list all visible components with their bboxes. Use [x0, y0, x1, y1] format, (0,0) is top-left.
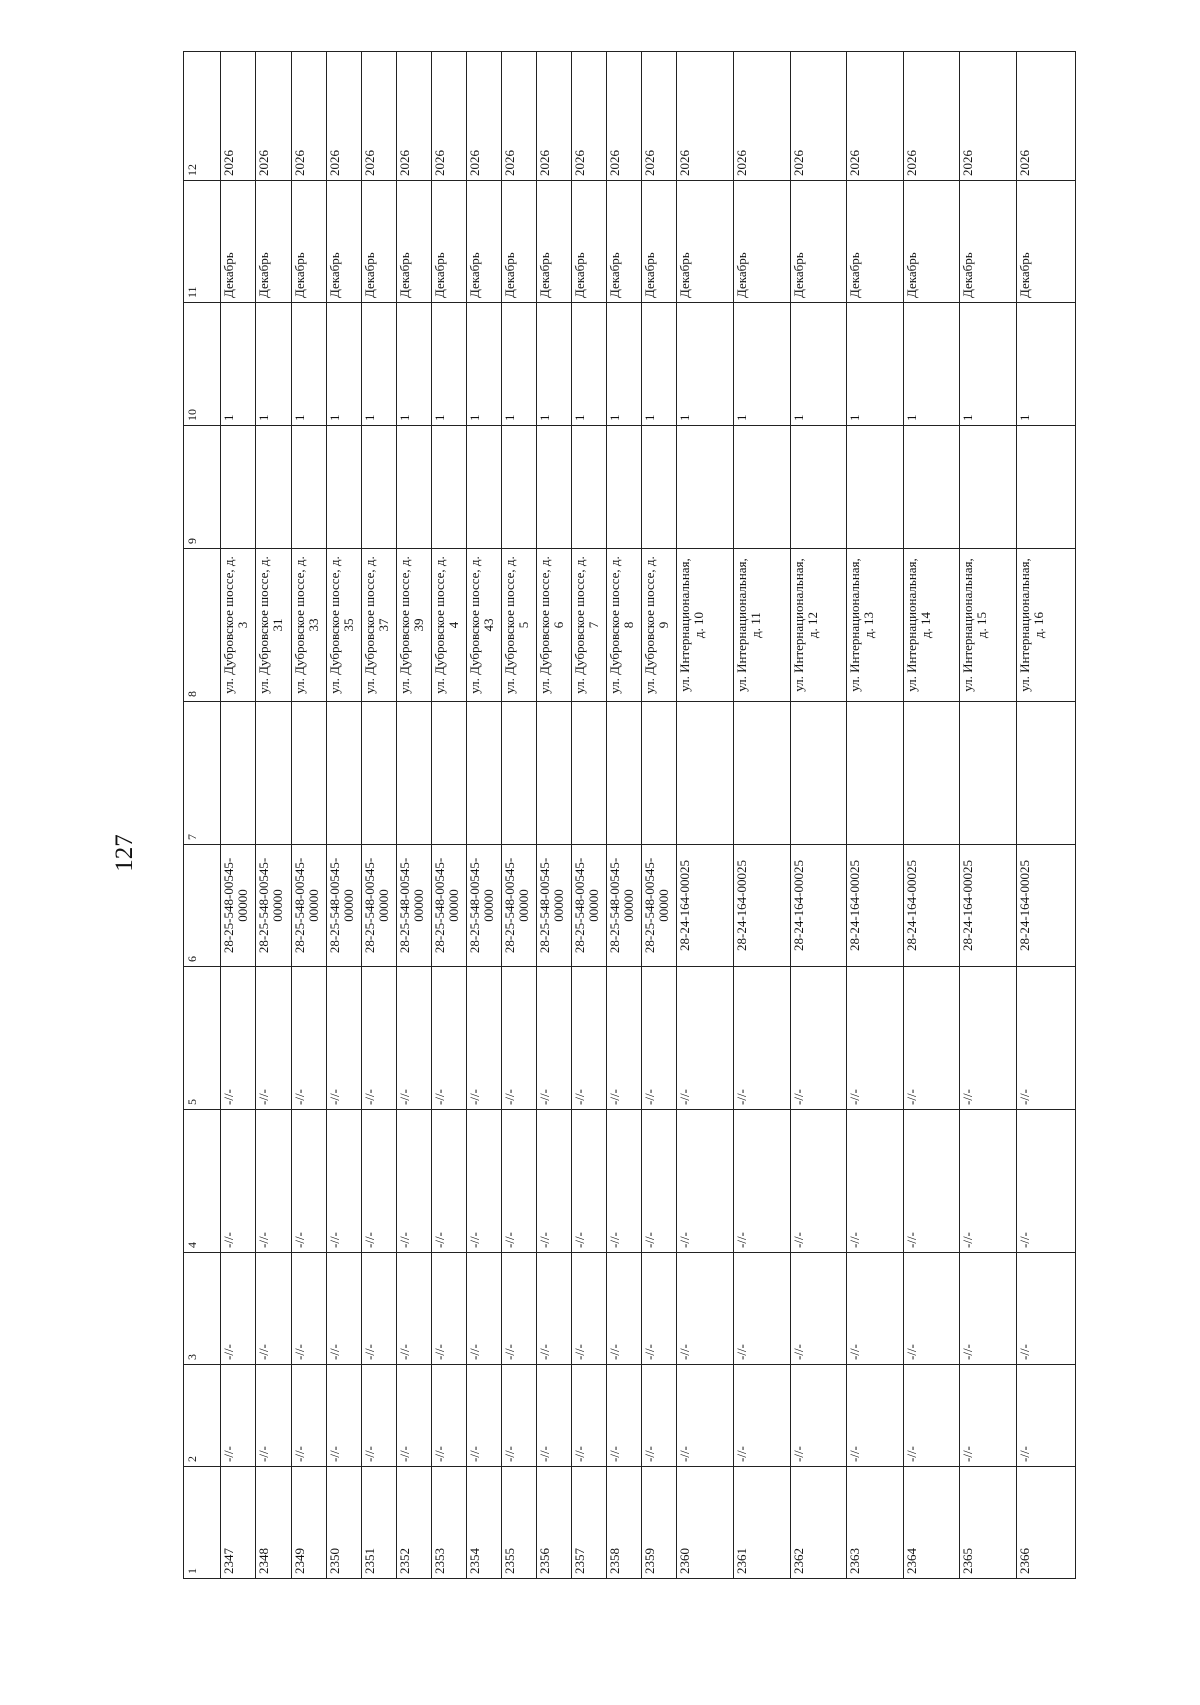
- month-cell: Декабрь: [677, 181, 734, 303]
- ditto-cell: -//-: [572, 1365, 607, 1467]
- quantity-cell: 1: [221, 303, 256, 426]
- row-number: 2354: [466, 1467, 501, 1579]
- quantity-cell: 1: [677, 303, 734, 426]
- empty-cell: [733, 426, 790, 549]
- ditto-cell: -//-: [572, 1253, 607, 1365]
- empty-cell: [256, 702, 291, 845]
- ditto-cell: -//-: [903, 1253, 960, 1365]
- table-row: [677, 52, 734, 1579]
- oktmo-code: 28-25-548-00545-00000: [607, 845, 642, 967]
- row-number: 2358: [607, 1467, 642, 1579]
- empty-cell: [903, 426, 960, 549]
- ditto-cell: -//-: [291, 1365, 326, 1467]
- empty-cell: [326, 426, 361, 549]
- address-cell: ул. Дубровское шоссе, д. 31: [256, 549, 291, 702]
- column-number: 10: [184, 303, 221, 426]
- address-cell: ул. Интернациональная, д. 11: [733, 549, 790, 702]
- row-number: 2349: [291, 1467, 326, 1579]
- oktmo-code: 28-25-548-00545-00000: [537, 845, 572, 967]
- quantity-cell: 1: [431, 303, 466, 426]
- quantity-cell: 1: [790, 303, 847, 426]
- quantity-cell: 1: [396, 303, 431, 426]
- ditto-cell: -//-: [501, 1253, 536, 1365]
- ditto-cell: -//-: [1016, 1365, 1075, 1467]
- month-cell: Декабрь: [572, 181, 607, 303]
- oktmo-code: 28-25-548-00545-00000: [361, 845, 396, 967]
- oktmo-code: 28-25-548-00545-00000: [256, 845, 291, 967]
- month-cell: Декабрь: [291, 181, 326, 303]
- oktmo-code: 28-24-164-00025: [960, 845, 1017, 967]
- year-cell: 2026: [256, 52, 291, 181]
- oktmo-code: 28-24-164-00025: [903, 845, 960, 967]
- ditto-cell: -//-: [221, 1110, 256, 1253]
- month-cell: Декабрь: [396, 181, 431, 303]
- empty-cell: [537, 426, 572, 549]
- ditto-cell: -//-: [537, 1253, 572, 1365]
- column-number: 3: [184, 1253, 221, 1365]
- empty-cell: [537, 702, 572, 845]
- quantity-cell: 1: [1016, 303, 1075, 426]
- row-number: 2365: [960, 1467, 1017, 1579]
- empty-cell: [431, 702, 466, 845]
- empty-cell: [960, 702, 1017, 845]
- quantity-cell: 1: [572, 303, 607, 426]
- ditto-cell: -//-: [326, 1365, 361, 1467]
- ditto-cell: -//-: [1016, 967, 1075, 1110]
- oktmo-code: 28-24-164-00025: [677, 845, 734, 967]
- empty-cell: [572, 426, 607, 549]
- oktmo-code: 28-25-548-00545-00000: [572, 845, 607, 967]
- register-table: [183, 51, 1076, 1579]
- ditto-cell: -//-: [960, 1110, 1017, 1253]
- ditto-cell: -//-: [572, 967, 607, 1110]
- oktmo-code: 28-25-548-00545-00000: [501, 845, 536, 967]
- empty-cell: [396, 702, 431, 845]
- table-row: [396, 52, 431, 1579]
- row-number: 2350: [326, 1467, 361, 1579]
- quantity-cell: 1: [847, 303, 904, 426]
- year-cell: 2026: [431, 52, 466, 181]
- ditto-cell: -//-: [607, 1110, 642, 1253]
- quantity-cell: 1: [537, 303, 572, 426]
- oktmo-code: 28-25-548-00545-00000: [221, 845, 256, 967]
- quantity-cell: 1: [607, 303, 642, 426]
- address-cell: ул. Дубровское шоссе, д. 4: [431, 549, 466, 702]
- month-cell: Декабрь: [847, 181, 904, 303]
- quantity-cell: 1: [733, 303, 790, 426]
- ditto-cell: -//-: [1016, 1253, 1075, 1365]
- year-cell: 2026: [572, 52, 607, 181]
- year-cell: 2026: [960, 52, 1017, 181]
- ditto-cell: -//-: [642, 1253, 677, 1365]
- quantity-cell: 1: [642, 303, 677, 426]
- year-cell: 2026: [790, 52, 847, 181]
- empty-cell: [607, 426, 642, 549]
- ditto-cell: -//-: [396, 967, 431, 1110]
- table-row: [326, 52, 361, 1579]
- month-cell: Декабрь: [642, 181, 677, 303]
- empty-cell: [1016, 702, 1075, 845]
- address-cell: ул. Интернациональная, д. 10: [677, 549, 734, 702]
- address-cell: ул. Интернациональная, д. 16: [1016, 549, 1075, 702]
- year-cell: 2026: [903, 52, 960, 181]
- table-row: [501, 52, 536, 1579]
- oktmo-code: 28-25-548-00545-00000: [291, 845, 326, 967]
- row-number: 2347: [221, 1467, 256, 1579]
- empty-cell: [291, 426, 326, 549]
- empty-cell: [501, 702, 536, 845]
- empty-cell: [361, 426, 396, 549]
- table-row: [960, 52, 1017, 1579]
- month-cell: Декабрь: [733, 181, 790, 303]
- year-cell: 2026: [326, 52, 361, 181]
- address-cell: ул. Дубровское шоссе, д. 35: [326, 549, 361, 702]
- empty-cell: [960, 426, 1017, 549]
- empty-cell: [466, 702, 501, 845]
- ditto-cell: -//-: [607, 1365, 642, 1467]
- column-number: 2: [184, 1365, 221, 1467]
- ditto-cell: -//-: [847, 967, 904, 1110]
- ditto-cell: -//-: [677, 967, 734, 1110]
- month-cell: Декабрь: [221, 181, 256, 303]
- year-cell: 2026: [396, 52, 431, 181]
- address-cell: ул. Интернациональная, д. 13: [847, 549, 904, 702]
- address-cell: ул. Интернациональная, д. 14: [903, 549, 960, 702]
- month-cell: Декабрь: [501, 181, 536, 303]
- row-number: 2359: [642, 1467, 677, 1579]
- address-cell: ул. Дубровское шоссе, д. 37: [361, 549, 396, 702]
- table-row: [256, 52, 291, 1579]
- row-number: 2351: [361, 1467, 396, 1579]
- ditto-cell: -//-: [221, 967, 256, 1110]
- row-number: 2357: [572, 1467, 607, 1579]
- table-row: [607, 52, 642, 1579]
- month-cell: Декабрь: [903, 181, 960, 303]
- quantity-cell: 1: [256, 303, 291, 426]
- ditto-cell: -//-: [642, 1110, 677, 1253]
- address-cell: ул. Интернациональная, д. 12: [790, 549, 847, 702]
- ditto-cell: -//-: [537, 967, 572, 1110]
- quantity-cell: 1: [960, 303, 1017, 426]
- ditto-cell: -//-: [256, 1253, 291, 1365]
- address-cell: ул. Дубровское шоссе, д. 9: [642, 549, 677, 702]
- ditto-cell: -//-: [903, 967, 960, 1110]
- address-cell: ул. Дубровское шоссе, д. 33: [291, 549, 326, 702]
- quantity-cell: 1: [466, 303, 501, 426]
- ditto-cell: -//-: [466, 967, 501, 1110]
- ditto-cell: -//-: [790, 1365, 847, 1467]
- ditto-cell: -//-: [960, 1253, 1017, 1365]
- year-cell: 2026: [733, 52, 790, 181]
- oktmo-code: 28-25-548-00545-00000: [642, 845, 677, 967]
- column-number: 6: [184, 845, 221, 967]
- table-row: [642, 52, 677, 1579]
- ditto-cell: -//-: [733, 1110, 790, 1253]
- column-number: 12: [184, 52, 221, 181]
- empty-cell: [221, 426, 256, 549]
- ditto-cell: -//-: [361, 1253, 396, 1365]
- empty-cell: [607, 702, 642, 845]
- ditto-cell: -//-: [431, 1365, 466, 1467]
- row-number: 2360: [677, 1467, 734, 1579]
- row-number: 2353: [431, 1467, 466, 1579]
- month-cell: Декабрь: [607, 181, 642, 303]
- address-cell: ул. Дубровское шоссе, д. 7: [572, 549, 607, 702]
- empty-cell: [847, 702, 904, 845]
- table-row: [572, 52, 607, 1579]
- year-cell: 2026: [642, 52, 677, 181]
- row-number: 2361: [733, 1467, 790, 1579]
- column-number: 11: [184, 181, 221, 303]
- month-cell: Декабрь: [1016, 181, 1075, 303]
- table-row: [1016, 52, 1075, 1579]
- ditto-cell: -//-: [361, 967, 396, 1110]
- address-cell: ул. Дубровское шоссе, д. 3: [221, 549, 256, 702]
- ditto-cell: -//-: [291, 1110, 326, 1253]
- row-number: 2356: [537, 1467, 572, 1579]
- ditto-cell: -//-: [326, 967, 361, 1110]
- ditto-cell: -//-: [733, 1253, 790, 1365]
- year-cell: 2026: [847, 52, 904, 181]
- row-number: 2362: [790, 1467, 847, 1579]
- ditto-cell: -//-: [642, 1365, 677, 1467]
- empty-cell: [501, 426, 536, 549]
- ditto-cell: -//-: [960, 1365, 1017, 1467]
- address-cell: ул. Интернациональная, д. 15: [960, 549, 1017, 702]
- table-row: [903, 52, 960, 1579]
- month-cell: Декабрь: [431, 181, 466, 303]
- table-row: [790, 52, 847, 1579]
- ditto-cell: -//-: [501, 1365, 536, 1467]
- ditto-cell: -//-: [466, 1365, 501, 1467]
- ditto-cell: -//-: [790, 967, 847, 1110]
- ditto-cell: -//-: [326, 1110, 361, 1253]
- column-number: 9: [184, 426, 221, 549]
- month-cell: Декабрь: [361, 181, 396, 303]
- ditto-cell: -//-: [537, 1365, 572, 1467]
- year-cell: 2026: [291, 52, 326, 181]
- quantity-cell: 1: [291, 303, 326, 426]
- empty-cell: [642, 702, 677, 845]
- ditto-cell: -//-: [790, 1110, 847, 1253]
- empty-cell: [256, 426, 291, 549]
- oktmo-code: 28-25-548-00545-00000: [466, 845, 501, 967]
- ditto-cell: -//-: [733, 967, 790, 1110]
- column-number: 8: [184, 549, 221, 702]
- empty-cell: [291, 702, 326, 845]
- empty-cell: [1016, 426, 1075, 549]
- table-body: [184, 52, 1076, 1579]
- ditto-cell: -//-: [903, 1110, 960, 1253]
- oktmo-code: 28-25-548-00545-00000: [431, 845, 466, 967]
- year-cell: 2026: [466, 52, 501, 181]
- ditto-cell: -//-: [361, 1110, 396, 1253]
- oktmo-code: 28-24-164-00025: [790, 845, 847, 967]
- month-cell: Декабрь: [537, 181, 572, 303]
- year-cell: 2026: [501, 52, 536, 181]
- year-cell: 2026: [1016, 52, 1075, 181]
- row-number: 2355: [501, 1467, 536, 1579]
- ditto-cell: -//-: [396, 1253, 431, 1365]
- oktmo-code: 28-24-164-00025: [733, 845, 790, 967]
- empty-cell: [790, 702, 847, 845]
- ditto-cell: -//-: [396, 1110, 431, 1253]
- ditto-cell: -//-: [733, 1365, 790, 1467]
- ditto-cell: -//-: [221, 1253, 256, 1365]
- ditto-cell: -//-: [537, 1110, 572, 1253]
- empty-cell: [790, 426, 847, 549]
- ditto-cell: -//-: [256, 967, 291, 1110]
- ditto-cell: -//-: [431, 967, 466, 1110]
- column-number: 4: [184, 1110, 221, 1253]
- address-cell: ул. Дубровское шоссе, д. 6: [537, 549, 572, 702]
- row-number: 2363: [847, 1467, 904, 1579]
- ditto-cell: -//-: [326, 1253, 361, 1365]
- oktmo-code: 28-24-164-00025: [847, 845, 904, 967]
- table-row: [431, 52, 466, 1579]
- ditto-cell: -//-: [1016, 1110, 1075, 1253]
- empty-cell: [396, 426, 431, 549]
- ditto-cell: -//-: [361, 1365, 396, 1467]
- quantity-cell: 1: [361, 303, 396, 426]
- year-cell: 2026: [221, 52, 256, 181]
- table-row: [361, 52, 396, 1579]
- ditto-cell: -//-: [291, 967, 326, 1110]
- address-cell: ул. Дубровское шоссе, д. 8: [607, 549, 642, 702]
- column-number-row: [184, 52, 221, 1579]
- ditto-cell: -//-: [960, 967, 1017, 1110]
- ditto-cell: -//-: [256, 1110, 291, 1253]
- empty-cell: [903, 702, 960, 845]
- ditto-cell: -//-: [790, 1253, 847, 1365]
- address-cell: ул. Дубровское шоссе, д. 39: [396, 549, 431, 702]
- empty-cell: [677, 702, 734, 845]
- rotated-table-wrapper: [183, 106, 1076, 1579]
- empty-cell: [677, 426, 734, 549]
- table-row: [537, 52, 572, 1579]
- empty-cell: [431, 426, 466, 549]
- ditto-cell: -//-: [221, 1365, 256, 1467]
- table-row: [466, 52, 501, 1579]
- year-cell: 2026: [607, 52, 642, 181]
- ditto-cell: -//-: [847, 1110, 904, 1253]
- ditto-cell: -//-: [642, 967, 677, 1110]
- row-number: 2352: [396, 1467, 431, 1579]
- ditto-cell: -//-: [607, 1253, 642, 1365]
- table-row: [847, 52, 904, 1579]
- year-cell: 2026: [537, 52, 572, 181]
- quantity-cell: 1: [501, 303, 536, 426]
- ditto-cell: -//-: [677, 1110, 734, 1253]
- ditto-cell: -//-: [847, 1253, 904, 1365]
- ditto-cell: -//-: [572, 1110, 607, 1253]
- table-row: [291, 52, 326, 1579]
- oktmo-code: 28-24-164-00025: [1016, 845, 1075, 967]
- ditto-cell: -//-: [903, 1365, 960, 1467]
- quantity-cell: 1: [903, 303, 960, 426]
- month-cell: Декабрь: [790, 181, 847, 303]
- empty-cell: [733, 702, 790, 845]
- ditto-cell: -//-: [291, 1253, 326, 1365]
- ditto-cell: -//-: [256, 1365, 291, 1467]
- year-cell: 2026: [677, 52, 734, 181]
- ditto-cell: -//-: [677, 1253, 734, 1365]
- empty-cell: [642, 426, 677, 549]
- empty-cell: [847, 426, 904, 549]
- row-number: 2348: [256, 1467, 291, 1579]
- month-cell: Декабрь: [256, 181, 291, 303]
- row-number: 2364: [903, 1467, 960, 1579]
- empty-cell: [221, 702, 256, 845]
- ditto-cell: -//-: [501, 967, 536, 1110]
- month-cell: Декабрь: [960, 181, 1017, 303]
- oktmo-code: 28-25-548-00545-00000: [326, 845, 361, 967]
- table-row: [733, 52, 790, 1579]
- ditto-cell: -//-: [466, 1110, 501, 1253]
- column-number: 5: [184, 967, 221, 1110]
- ditto-cell: -//-: [677, 1365, 734, 1467]
- month-cell: Декабрь: [326, 181, 361, 303]
- oktmo-code: 28-25-548-00545-00000: [396, 845, 431, 967]
- ditto-cell: -//-: [501, 1110, 536, 1253]
- month-cell: Декабрь: [466, 181, 501, 303]
- page-number: 127: [111, 834, 138, 872]
- ditto-cell: -//-: [431, 1110, 466, 1253]
- address-cell: ул. Дубровское шоссе, д. 43: [466, 549, 501, 702]
- quantity-cell: 1: [326, 303, 361, 426]
- ditto-cell: -//-: [607, 967, 642, 1110]
- empty-cell: [326, 702, 361, 845]
- ditto-cell: -//-: [431, 1253, 466, 1365]
- column-number: 7: [184, 702, 221, 845]
- ditto-cell: -//-: [847, 1365, 904, 1467]
- empty-cell: [361, 702, 396, 845]
- year-cell: 2026: [361, 52, 396, 181]
- table-row: [221, 52, 256, 1579]
- empty-cell: [572, 702, 607, 845]
- column-number: 1: [184, 1467, 221, 1579]
- ditto-cell: -//-: [396, 1365, 431, 1467]
- row-number: 2366: [1016, 1467, 1075, 1579]
- ditto-cell: -//-: [466, 1253, 501, 1365]
- address-cell: ул. Дубровское шоссе, д. 5: [501, 549, 536, 702]
- empty-cell: [466, 426, 501, 549]
